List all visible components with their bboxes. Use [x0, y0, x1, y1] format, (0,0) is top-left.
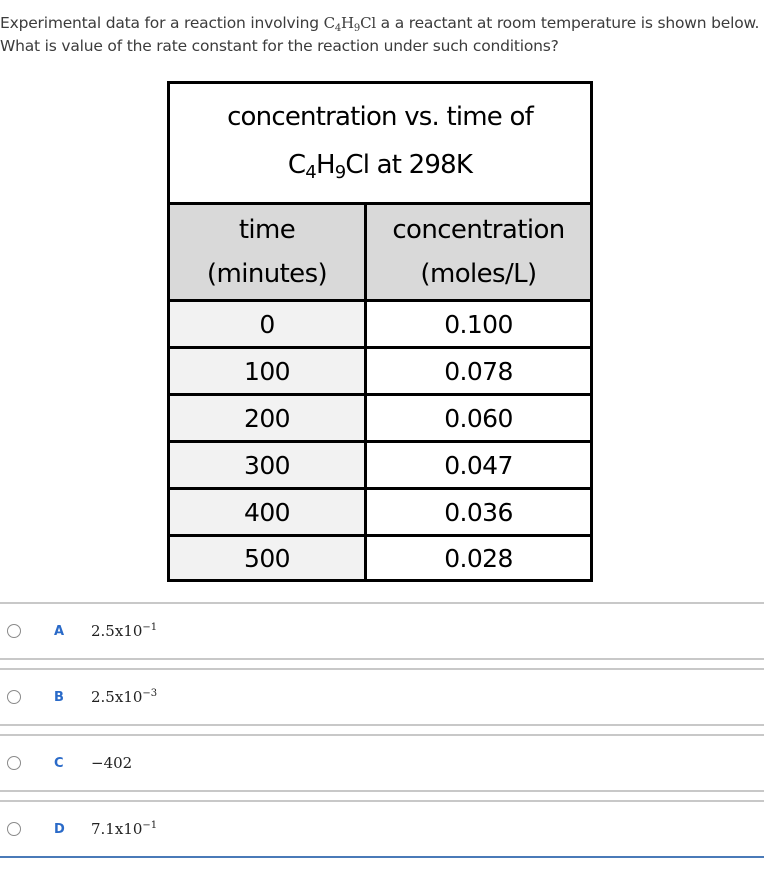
- question-text: [0, 12, 764, 58]
- title-formula-h: H: [315, 150, 335, 180]
- concentration-cell: 0.036: [444, 497, 513, 527]
- option-a[interactable]: [0, 602, 764, 660]
- table-title-line2: [287, 150, 473, 183]
- radio-button-c[interactable]: [7, 756, 21, 770]
- time-cell: 500: [170, 537, 367, 579]
- option-letter: D: [54, 821, 65, 837]
- concentration-cell: 0.028: [444, 543, 513, 573]
- table-title: [170, 84, 590, 205]
- option-exponent: −1: [142, 622, 158, 633]
- option-value: [91, 622, 157, 640]
- data-table: [167, 81, 593, 582]
- formula-h: H: [341, 14, 354, 32]
- radio-button-b[interactable]: [7, 690, 21, 704]
- table-row: [170, 396, 590, 443]
- option-exponent: −1: [142, 820, 158, 831]
- option-mantissa: 2.5x10: [91, 688, 143, 706]
- formula-sub-4: 4: [334, 23, 342, 34]
- question-formula: [324, 14, 376, 32]
- table-row: [170, 443, 590, 490]
- concentration-cell: 0.047: [444, 450, 513, 480]
- formula-cl: Cl: [360, 14, 376, 32]
- option-c[interactable]: [0, 734, 764, 792]
- concentration-cell: 0.100: [444, 309, 513, 339]
- option-d[interactable]: [0, 800, 764, 858]
- table-row: [170, 349, 590, 396]
- time-cell: 0: [170, 302, 367, 346]
- formula-sub-9: 9: [353, 23, 361, 34]
- option-b[interactable]: [0, 668, 764, 726]
- header-concentration-label: concentration: [392, 215, 565, 245]
- table-row: [170, 537, 590, 579]
- option-exponent: −3: [142, 688, 158, 699]
- option-mantissa: 7.1x10: [91, 820, 143, 838]
- title-formula-c: C: [287, 150, 306, 180]
- concentration-cell: 0.060: [444, 403, 513, 433]
- header-time-label: time: [238, 215, 296, 245]
- header-concentration-unit: (moles/L): [420, 259, 537, 289]
- title-formula-sub-9: 9: [334, 162, 346, 183]
- answer-options: [0, 602, 764, 866]
- time-cell: 400: [170, 490, 367, 534]
- radio-button-d[interactable]: [7, 822, 21, 836]
- title-formula-cl: Cl: [345, 150, 370, 180]
- formula-c: C: [323, 14, 335, 32]
- header-time-unit: (minutes): [206, 259, 328, 289]
- radio-button-a[interactable]: [7, 624, 21, 638]
- concentration-cell: 0.078: [444, 356, 513, 386]
- time-cell: 100: [170, 349, 367, 393]
- title-formula-sub-4: 4: [305, 162, 316, 183]
- option-mantissa: 2.5x10: [91, 622, 143, 640]
- table-title-line1: concentration vs. time of: [227, 102, 533, 132]
- header-time: [170, 205, 367, 299]
- option-letter: A: [54, 623, 65, 639]
- header-concentration: [367, 205, 590, 299]
- question-rest: a a reactant at room temperature is shown below. What is value of the rate constant for the reaction under such conditions?: [0, 14, 760, 55]
- option-value: [91, 754, 132, 772]
- question-intro: Experimental data for a reaction involving: [0, 14, 324, 32]
- option-value: [91, 688, 157, 706]
- table-row: [170, 490, 590, 537]
- table-row: [170, 302, 590, 349]
- option-letter: B: [54, 689, 64, 705]
- time-cell: 300: [170, 443, 367, 487]
- time-cell: 200: [170, 396, 367, 440]
- option-mantissa: −402: [91, 754, 133, 772]
- title-formula-suffix: at 298K: [369, 150, 473, 180]
- option-value: [91, 820, 157, 838]
- option-letter: C: [54, 755, 64, 771]
- table-header-row: [170, 205, 590, 302]
